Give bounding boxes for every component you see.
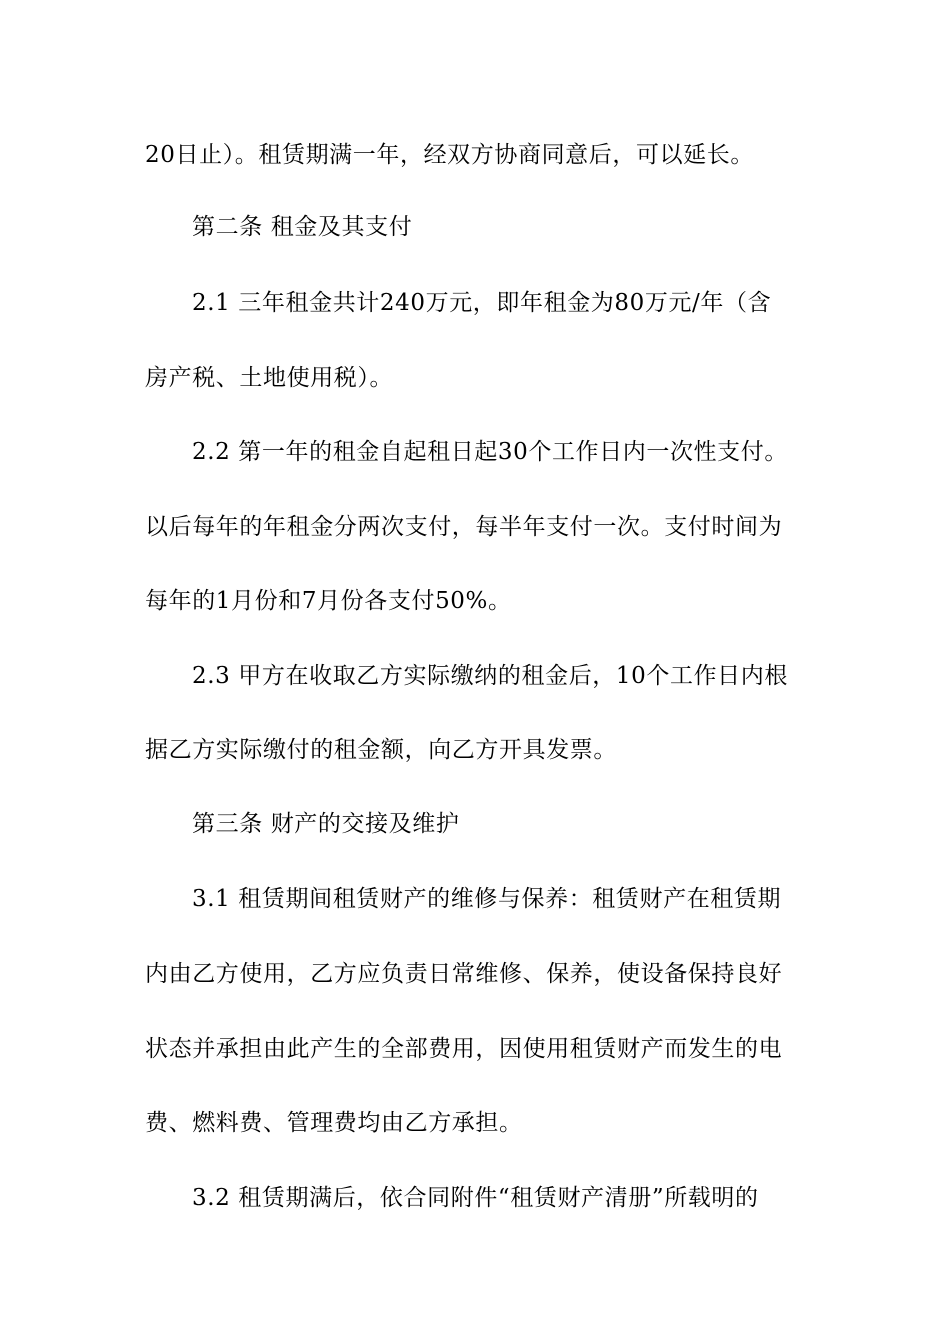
clause-3-1-line-4: 费、燃料费、管理费均由乙方承担。 (145, 1110, 523, 1136)
clause-2-3-line-1: 2.3 甲方在收取乙方实际缴纳的租金后，10个工作日内根 (192, 663, 788, 689)
article-3-heading: 第三条 财产的交接及维护 (192, 811, 460, 837)
clause-3-1-line-2: 内由乙方使用，乙方应负责日常维修、保养，使设备保持良好 (145, 961, 783, 987)
clause-2-3-line-2: 据乙方实际缴付的租金额，向乙方开具发票。 (145, 737, 617, 763)
clause-2-2-line-2: 以后每年的年租金分两次支付，每半年支付一次。支付时间为 (145, 514, 783, 540)
clause-2-2-line-1: 2.2 第一年的租金自起租日起30个工作日内一次性支付。 (192, 439, 788, 465)
clause-3-1-line-1: 3.1 租赁期间租赁财产的维修与保养：租赁财产在租赁期 (192, 886, 782, 912)
text-line-1: 20日止）。租赁期满一年，经双方协商同意后，可以延长。 (145, 142, 754, 168)
clause-2-1-line-1: 2.1 三年租金共计240万元，即年租金为80万元/年（含 (192, 290, 772, 316)
clause-3-1-line-3: 状态并承担由此产生的全部费用，因使用租赁财产而发生的电 (145, 1036, 783, 1062)
clause-3-2-line-1: 3.2 租赁期满后，依合同附件“租赁财产清册”所载明的 (192, 1185, 759, 1211)
article-2-heading: 第二条 租金及其支付 (192, 214, 413, 240)
clause-2-1-line-2: 房产税、土地使用税）。 (145, 365, 394, 391)
clause-2-2-line-3: 每年的1月份和7月份各支付50%。 (145, 588, 512, 614)
